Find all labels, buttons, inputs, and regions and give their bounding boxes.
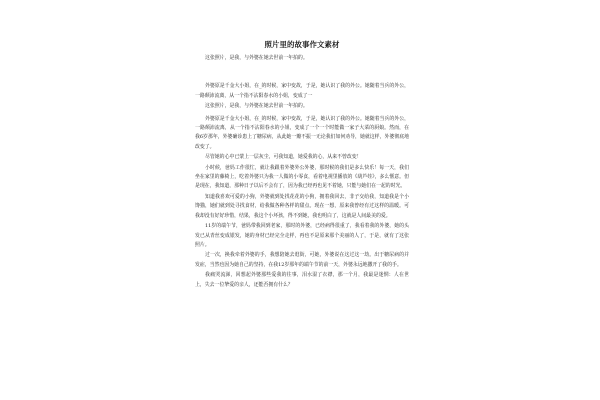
paragraph-9: 我痛哭流涕，回想起外婆那些爱我的往事，泪水湿了衣襟，那一个月，我最是迷惘：人在世上，失去一位挚爱的亲人，还能否拥有什么？ bbox=[195, 272, 409, 288]
paragraph-4: 尽管她的心中已蒙上一层灰尘，可我知道，她爱我的心，从来不曾改变！ bbox=[205, 154, 362, 161]
paragraph-6: 知道我喜欢可爱的小狗，外婆就到处找花花的小狗，拥着我回去，非子交给我，知道我是个小馋猫，她们就到处寻找食材，给我做各种各样的甜点。现在一想，原来我曾经有过这样的温暖。可我却没有好好珍惜，结果，我这个小坏孩，得不到她，我也明白了，这就是人间最美的爱。 bbox=[195, 193, 409, 219]
paragraph-7: 11岁的端午节，爸妈带我回到老家，那时的外婆，已经病得很重了，我看着我的外婆，她的头发已从青丝变成银发，她的身材已经完全走样，再也不是原来那个美丽的人了，于是，就有了这张照片。 bbox=[195, 223, 409, 248]
intro-paragraph: 这张照片，是我，与外婆在她去世前一年拍的。 bbox=[205, 55, 308, 61]
essay-title: 照片里的故事作文素材 bbox=[264, 40, 340, 49]
paragraph-3: 外婆原是千金大小姐，在_的时候，家中变故，于是，她认识了我的外公。她随着当兵的外公，一路颠沛流离，从一个指不沾阳春水的小姐，变成了一个一个时能做一家子大菜的厨娘。然而，在我6岁那年，外婆确诊患上了糖尿病，从此她一瓣不振一无论我们如何劝导，她就这样，外婆彻底地改变了。 bbox=[195, 115, 409, 150]
paragraph-8: 过一次，换我牵着外婆的手，我想陪她去逛街，可她，外婆说在这过这一劫。出于糖尿病的并发症，当然也因为她自己的坚持，在我12岁那年的端午节的前一天，外婆永远地撒开了我的手。 bbox=[195, 252, 409, 268]
paragraph-2: 这张照片，是我，与外婆在她去世前一年拍的。 bbox=[205, 103, 308, 110]
paragraph-5: 小时候，爸妈工作很忙，就让我跟着外婆外公外婆，那时候的我们是多么快乐！每一天，我们坐在家里的藤椅上，吃着外婆只为我一人做的小零食，看着电视里播放的《葫芦娃》，多么惬意。但是现在，我知道，那种日子以后不会有了，因为我已经再也见不着她，只能与她们在一起的时光。 bbox=[195, 164, 409, 190]
paragraph-1: 外婆原是千金大小姐，在_的时候，家中变故，于是，她认识了我的外公。她随着当兵的外公，一路颠沛流离，从一个指不沾阳春水的小姐，变成了一 bbox=[195, 83, 409, 99]
spacer bbox=[195, 64, 409, 82]
essay bbox=[195, 40, 409, 291]
